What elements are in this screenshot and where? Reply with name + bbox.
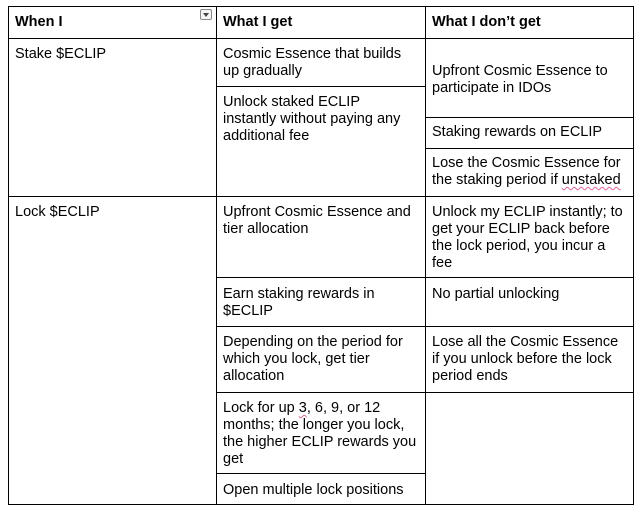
lock-dont-get-2: No partial unlocking bbox=[432, 286, 560, 302]
lock-get-4-prefix: Lock for up bbox=[223, 400, 299, 416]
stake-dont-get-1: Upfront Cosmic Essence to participate in IDOs bbox=[432, 63, 608, 96]
stake-when: Stake $ECLIP bbox=[15, 46, 107, 62]
table-border bbox=[425, 148, 634, 149]
lock-get-4 bbox=[223, 400, 419, 468]
table-border bbox=[216, 86, 425, 87]
table-border bbox=[8, 6, 634, 7]
table-border bbox=[8, 6, 9, 505]
lock-dont-get-1: Unlock my ECLIP instantly; to get your ECLIP back before the lock period, you incur a fee bbox=[432, 204, 623, 271]
lock-get-2: Earn staking rewards in $ECLIP bbox=[223, 286, 375, 319]
stake-get-1: Cosmic Essence that builds up gradually bbox=[223, 46, 402, 79]
lock-get-4-suffix: , 6, 9, or 12 months; the longer you lock, the higher ECLIP rewards you get bbox=[223, 400, 417, 467]
header-what-i-get: What I get bbox=[223, 14, 293, 30]
table-border bbox=[8, 38, 634, 39]
lock-when: Lock $ECLIP bbox=[15, 204, 100, 220]
table-border bbox=[633, 6, 634, 505]
header-when: When I bbox=[15, 14, 63, 30]
table-border bbox=[216, 6, 217, 505]
table-border bbox=[425, 6, 426, 505]
stake-dont-get-3-text: Lose the Cosmic Essence for the staking period if bbox=[432, 155, 621, 188]
stake-get-2: Unlock staked ECLIP instantly without paying any additional fee bbox=[223, 94, 401, 144]
lock-get-1: Upfront Cosmic Essence and tier allocation bbox=[223, 204, 411, 237]
table-border bbox=[216, 473, 425, 474]
stake-dont-get-3 bbox=[432, 155, 628, 189]
header-what-i-dont-get: What I don’t get bbox=[432, 14, 541, 30]
spelling-flag: unstaked bbox=[561, 172, 621, 188]
table-border bbox=[425, 117, 634, 118]
stake-dont-get-2: Staking rewards on ECLIP bbox=[432, 124, 603, 140]
lock-get-5: Open multiple lock positions bbox=[223, 482, 404, 498]
lock-dont-get-3: Lose all the Cosmic Essence if you unlock before the lock period ends bbox=[432, 334, 619, 384]
filter-dropdown-icon[interactable] bbox=[200, 9, 212, 20]
table-border bbox=[8, 196, 634, 197]
table-border bbox=[8, 504, 634, 505]
lock-get-3: Depending on the period for which you lock, get tier allocation bbox=[223, 334, 403, 384]
comparison-table bbox=[8, 6, 634, 505]
spelling-flag: 3 bbox=[298, 400, 307, 416]
